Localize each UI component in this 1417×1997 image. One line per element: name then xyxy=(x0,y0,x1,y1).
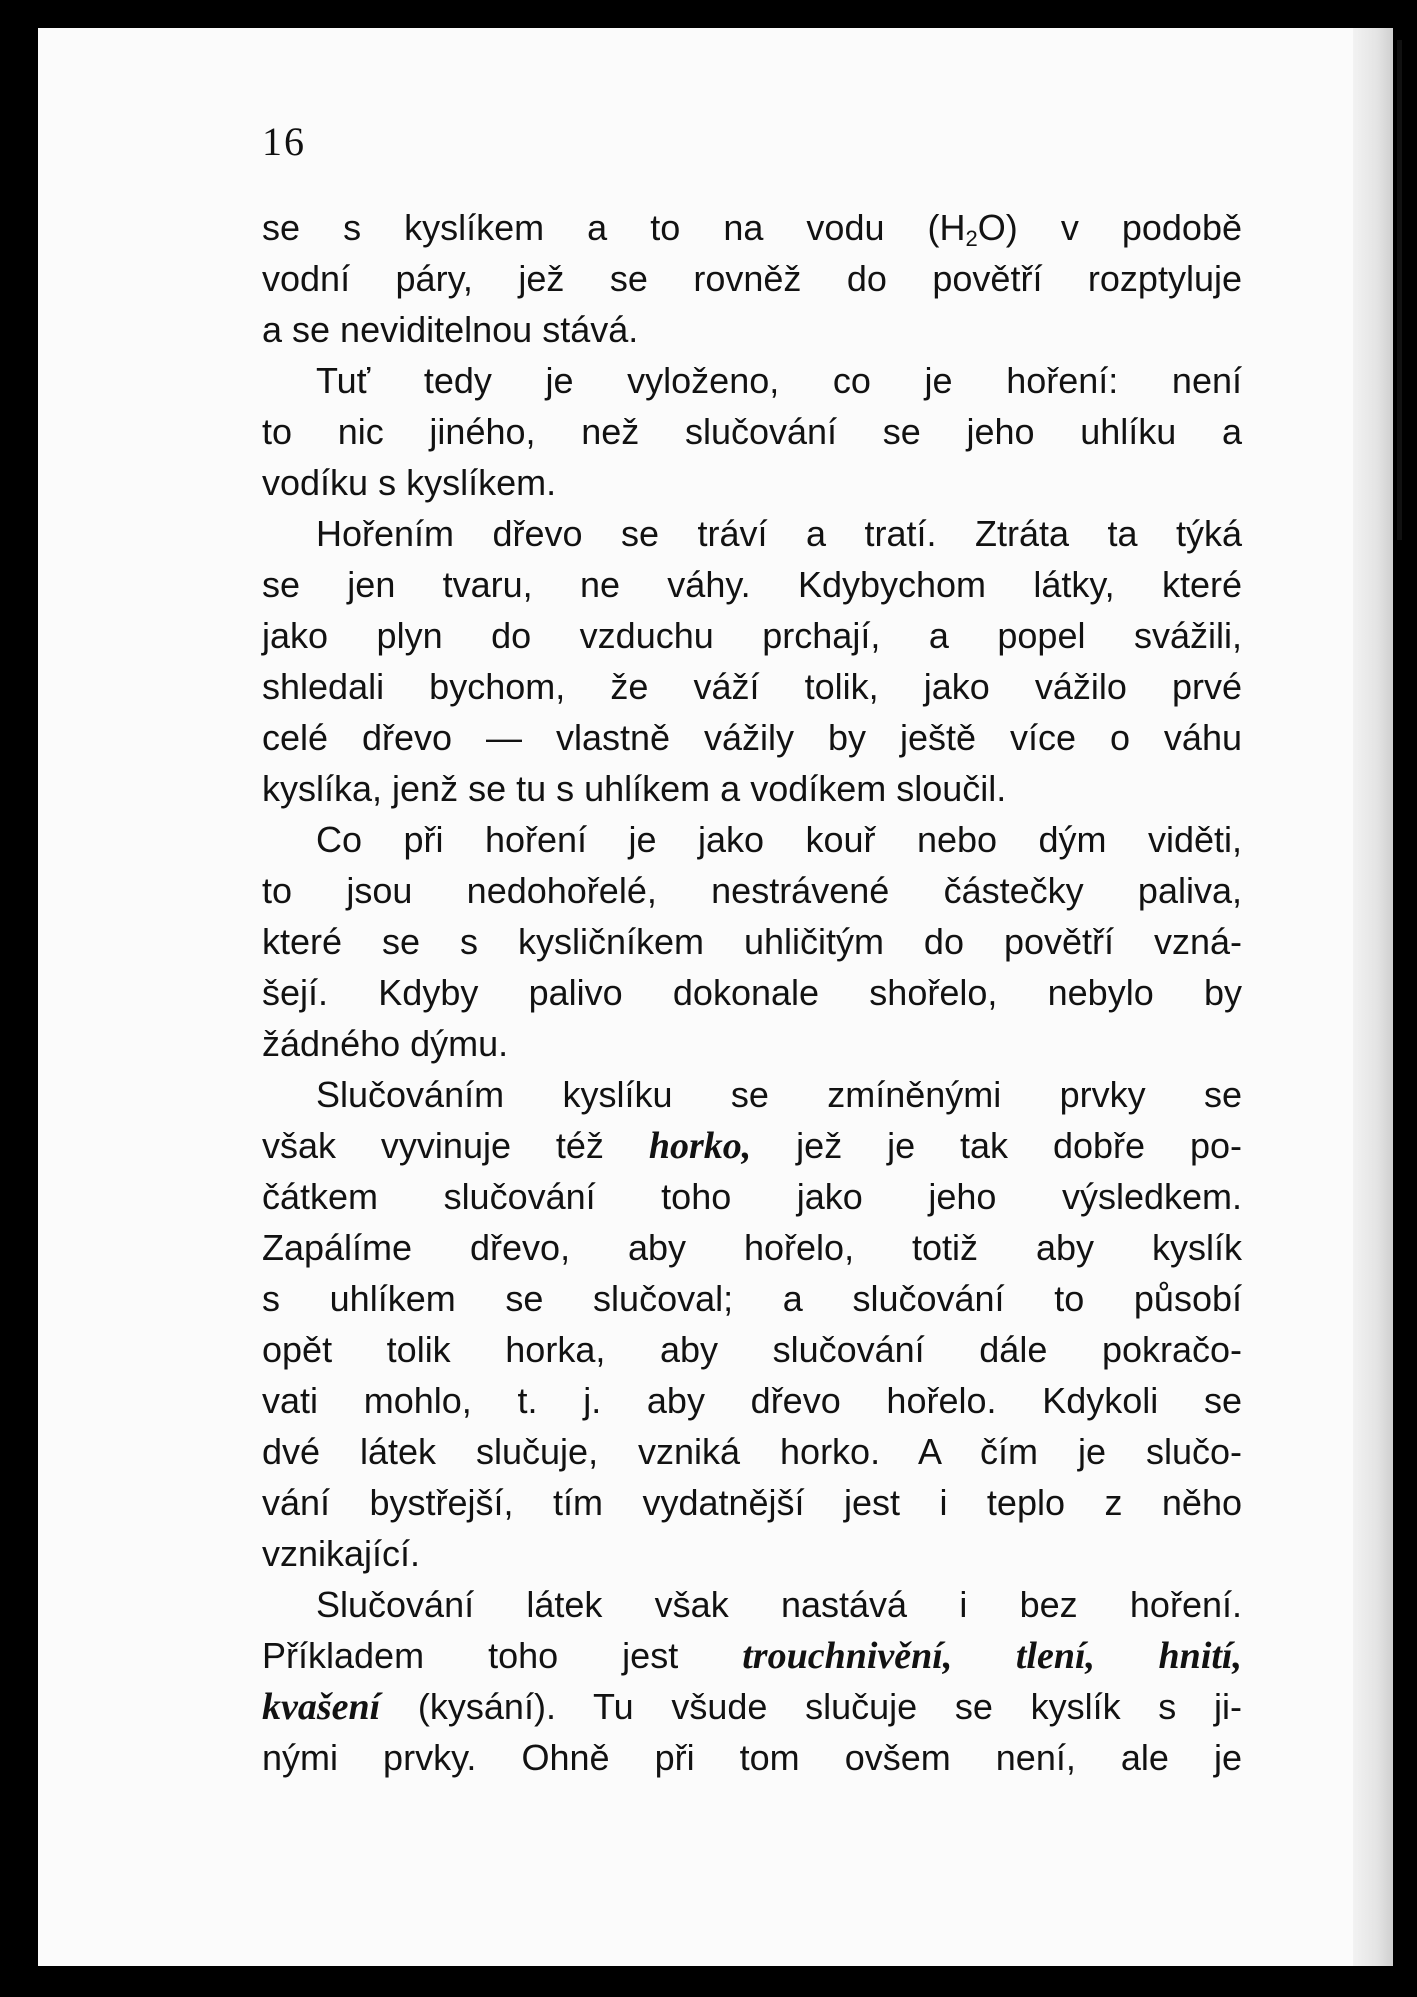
text-line xyxy=(262,406,1242,457)
scan-border-bottom xyxy=(0,1966,1417,1997)
text-run: vání bystřejší, tím vydatnější jest i teplo z něho xyxy=(262,1482,1242,1523)
text-run: jež je tak dobře po- xyxy=(751,1125,1242,1166)
text-run: vznikající. xyxy=(262,1533,421,1574)
text-line xyxy=(262,355,1242,406)
text-run: a se neviditelnou stává. xyxy=(262,309,639,350)
text-line xyxy=(262,712,1242,763)
text-run: Slučováním kyslíku se zmíněnými prvky se xyxy=(316,1074,1242,1115)
text-run: které se s kysličníkem uhličitým do povětří vzná- xyxy=(262,921,1242,962)
text-line xyxy=(262,1732,1242,1783)
text-run: nými prvky. Ohně při tom ovšem není, ale je xyxy=(262,1737,1242,1778)
text-run: Tuť tedy je vyloženo, co je hoření: není xyxy=(316,360,1242,401)
text-run: Příkladem toho jest xyxy=(262,1635,743,1676)
text-line xyxy=(262,814,1242,865)
text-line xyxy=(262,304,1242,355)
text-line xyxy=(262,1120,1242,1171)
text-line xyxy=(262,1375,1242,1426)
text-run: však vyvinuje též xyxy=(262,1125,649,1166)
text-run: jako plyn do vzduchu prchají, a popel svážili, xyxy=(262,615,1242,656)
text-run: vodní páry, jež se rovněž do povětří rozptyluje xyxy=(262,258,1242,299)
text-line xyxy=(262,1681,1242,1732)
text-line xyxy=(262,763,1242,814)
text-line xyxy=(262,559,1242,610)
subscript: 2 xyxy=(965,226,978,251)
text-run: (kysání). Tu všude slučuje se kyslík s ji- xyxy=(380,1686,1242,1727)
text-line xyxy=(262,967,1242,1018)
scan-border-left xyxy=(0,0,38,1997)
text-run: kyslíka, jenž se tu s uhlíkem a vodíkem sloučil. xyxy=(262,768,1007,809)
page-fold-shadow xyxy=(1353,28,1393,1966)
text-run: shledali bychom, že váží tolik, jako vážilo prvé xyxy=(262,666,1242,707)
text-line xyxy=(262,1528,1242,1579)
text-run: šejí. Kdyby palivo dokonale shořelo, nebylo by xyxy=(262,972,1242,1013)
text-run: O) v podobě xyxy=(977,207,1243,248)
text-line xyxy=(262,1171,1242,1222)
text-run: Zapálíme dřevo, aby hořelo, totiž aby kyslík xyxy=(262,1227,1242,1268)
text-line xyxy=(262,1273,1242,1324)
text-line xyxy=(262,1069,1242,1120)
text-line xyxy=(262,457,1242,508)
text-run: žádného dýmu. xyxy=(262,1023,509,1064)
text-run: opět tolik horka, aby slučování dále pokračo- xyxy=(262,1329,1242,1370)
text-run: to jsou nedohořelé, nestrávené částečky paliva, xyxy=(262,870,1242,911)
text-line xyxy=(262,610,1242,661)
text-line xyxy=(262,1477,1242,1528)
text-line xyxy=(262,661,1242,712)
text-line xyxy=(262,1324,1242,1375)
text-line xyxy=(262,865,1242,916)
text-line xyxy=(262,916,1242,967)
text-run: čátkem slučování toho jako jeho výsledkem. xyxy=(262,1176,1242,1217)
text-line xyxy=(262,1630,1242,1681)
text-run: vodíku s kyslíkem. xyxy=(262,462,557,503)
italic-term: trouchnivění, tlení, hnití, xyxy=(742,1635,1242,1677)
text-run: dvé látek slučuje, vzniká horko. A čím je slučo- xyxy=(262,1431,1242,1472)
text-run: s uhlíkem se slučoval; a slučování to působí xyxy=(262,1278,1242,1319)
text-run: se jen tvaru, ne váhy. Kdybychom látky, které xyxy=(262,564,1242,605)
text-line xyxy=(262,1426,1242,1477)
text-line xyxy=(262,1018,1242,1069)
text-line xyxy=(262,1222,1242,1273)
italic-term: horko, xyxy=(648,1125,752,1167)
text-run: Hořením dřevo se tráví a tratí. Ztráta ta týká xyxy=(316,513,1242,554)
page-number: 16 xyxy=(262,119,306,164)
text-line xyxy=(262,253,1242,304)
scan-border-top xyxy=(0,0,1417,28)
text-run: celé dřevo — vlastně vážily by ještě více o váhu xyxy=(262,717,1242,758)
binding-edge-line xyxy=(1397,40,1402,540)
body-text xyxy=(262,202,1242,1783)
text-run: Slučování látek však nastává i bez hoření. xyxy=(316,1584,1242,1625)
italic-term: kvašení xyxy=(262,1686,381,1728)
text-line xyxy=(262,202,1242,253)
text-line xyxy=(262,1579,1242,1630)
text-run: Co při hoření je jako kouř nebo dým viděti, xyxy=(316,819,1242,860)
text-line xyxy=(262,508,1242,559)
text-run: se s kyslíkem a to na vodu (H xyxy=(262,207,966,248)
text-run: vati mohlo, t. j. aby dřevo hořelo. Kdykoli se xyxy=(262,1380,1242,1421)
text-run: to nic jiného, než slučování se jeho uhlíku a xyxy=(262,411,1242,452)
